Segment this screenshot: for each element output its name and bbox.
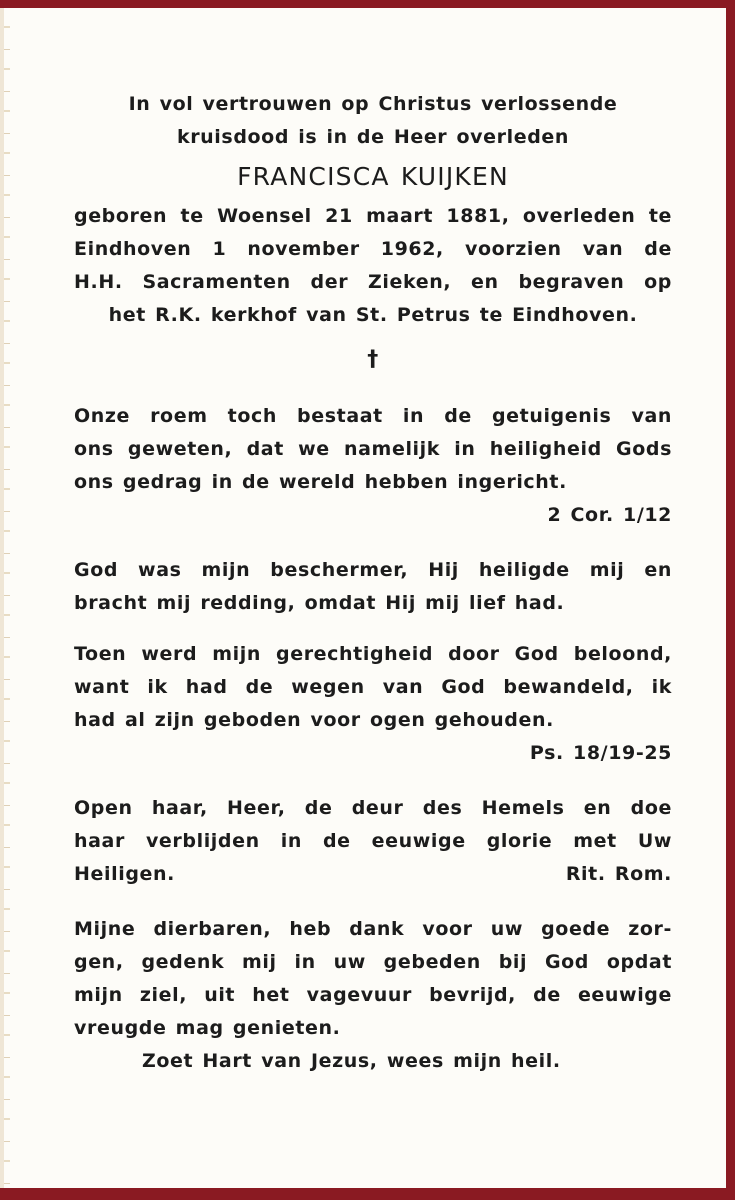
verse3-line-1: Toen werd mijn gerechtigheid door God beloond,	[74, 643, 672, 665]
card-text	[74, 88, 672, 1078]
farewell-line-2: gen, gedenk mij in uw gebeden bij God opdat	[74, 951, 672, 973]
verse2-line-2: bracht mij redding, omdat Hij mij lief had.	[74, 592, 565, 614]
verse1-line-3: ons gedrag in de wereld hebben ingericht.	[74, 471, 567, 493]
farewell-line-4: vreugde mag genieten.	[74, 1017, 341, 1039]
verse2-line-1: God was mijn beschermer, Hij heiligde mij en	[74, 559, 672, 581]
bio-line-4: het R.K. kerkhof van St. Petrus te Eindhoven.	[108, 304, 638, 326]
farewell-line-3: mijn ziel, uit het vagevuur bevrijd, de eeuwige	[74, 984, 672, 1006]
verse3-reference: Ps. 18/19-25	[529, 742, 672, 764]
intro-line-2: kruisdood is in de Heer overleden	[176, 126, 570, 148]
prayer-line-2: haar verblijden in de eeuwige glorie met Uw	[74, 830, 672, 852]
verse3-line-3: had al zijn geboden voor ogen gehouden.	[74, 709, 554, 731]
verse3-line-2: want ik had de wegen van God bewandeld, ik	[74, 676, 672, 698]
bio-line-3: H.H. Sacramenten der Zieken, en begraven op	[74, 271, 672, 293]
verse1-line-2: ons geweten, dat we namelijk in heiligheid Gods	[74, 438, 672, 460]
prayer-reference: Rit. Rom.	[565, 863, 672, 885]
bio-line-1: geboren te Woensel 21 maart 1881, overleden te	[74, 205, 672, 227]
prayer-last-row	[74, 858, 672, 891]
verse1-line-1: Onze roem toch bestaat in de getuigenis van	[74, 405, 672, 427]
paper-edge-speckle	[4, 8, 10, 1188]
prayer-line-1: Open haar, Heer, de deur des Hemels en doe	[74, 797, 672, 819]
farewell-closing: Zoet Hart van Jezus, wees mijn heil.	[142, 1050, 561, 1072]
memorial-card	[0, 8, 726, 1188]
deceased-name: FRANCISCA KUIJKEN	[237, 162, 509, 191]
bio-line-2: Eindhoven 1 november 1962, voorzien van de	[74, 238, 672, 260]
prayer-line-3: Heiligen.	[74, 863, 175, 885]
farewell-line-1: Mijne dierbaren, heb dank voor uw goede zor-	[74, 918, 672, 940]
cross-icon: †	[367, 347, 379, 372]
intro-line-1: In vol vertrouwen op Christus verlossende	[128, 93, 618, 115]
verse1-reference: 2 Cor. 1/12	[547, 504, 672, 526]
